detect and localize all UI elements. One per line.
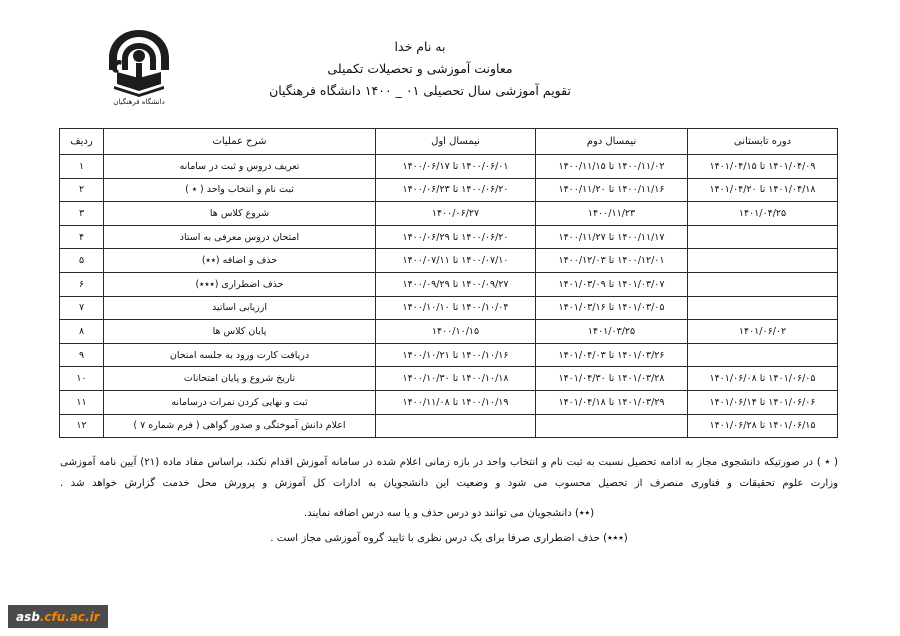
page-header	[0, 0, 900, 108]
cell-sem1: ۱۴۰۰/۱۰/۱۸ تا ۱۴۰۰/۱۰/۳۰	[376, 367, 536, 391]
cell-summer: ۱۴۰۱/۰۶/۱۵ تا ۱۴۰۱/۰۶/۲۸	[688, 414, 838, 438]
table-row	[60, 414, 838, 438]
table-row	[60, 296, 838, 320]
table-row	[60, 202, 838, 226]
column-header-summer: دوره تابستانی	[688, 129, 838, 155]
cell-row-number: ۴	[60, 225, 104, 249]
table-row	[60, 320, 838, 344]
cell-sem2: ۱۴۰۱/۰۳/۲۶ تا ۱۴۰۱/۰۴/۰۳	[536, 343, 688, 367]
table-row	[60, 249, 838, 273]
column-header-sem2: نیمسال دوم	[536, 129, 688, 155]
cell-description: حذف و اضافه (٭٭)	[104, 249, 376, 273]
cell-description: امتحان دروس معرفی به استاد	[104, 225, 376, 249]
department-line: معاونت آموزشی و تحصیلات تکمیلی	[327, 61, 513, 76]
table-row	[60, 272, 838, 296]
cell-sem1: ۱۴۰۰/۱۰/۱۶ تا ۱۴۰۰/۱۰/۲۱	[376, 343, 536, 367]
cell-sem1: ۱۴۰۰/۰۶/۲۰ تا ۱۴۰۰/۰۶/۲۳	[376, 178, 536, 202]
cell-description: پایان کلاس ها	[104, 320, 376, 344]
table-row	[60, 155, 838, 179]
cell-row-number: ۲	[60, 178, 104, 202]
cell-row-number: ۱۱	[60, 390, 104, 414]
calendar-table-container	[60, 128, 838, 438]
cell-summer: ۱۴۰۱/۰۶/۰۵ تا ۱۴۰۱/۰۶/۰۸	[688, 367, 838, 391]
cell-sem2: ۱۴۰۱/۰۳/۲۹ تا ۱۴۰۱/۰۴/۱۸	[536, 390, 688, 414]
table-row	[60, 225, 838, 249]
footnotes-section	[60, 452, 838, 551]
cell-sem1: ۱۴۰۰/۱۰/۰۴ تا ۱۴۰۰/۱۰/۱۰	[376, 296, 536, 320]
cell-sem2: ۱۴۰۱/۰۳/۲۸ تا ۱۴۰۱/۰۴/۳۰	[536, 367, 688, 391]
header-titles	[0, 36, 900, 102]
cell-row-number: ۷	[60, 296, 104, 320]
table-row	[60, 178, 838, 202]
cell-sem1: ۱۴۰۰/۰۶/۲۷	[376, 202, 536, 226]
cell-description: تعریف دروس و ثبت در سامانه	[104, 155, 376, 179]
cell-summer	[688, 343, 838, 367]
cell-sem1: ۱۴۰۰/۱۰/۱۹ تا ۱۴۰۰/۱۱/۰۸	[376, 390, 536, 414]
cell-sem2: ۱۴۰۰/۱۱/۱۶ تا ۱۴۰۰/۱۱/۲۰	[536, 178, 688, 202]
cell-description: تاریخ شروع و پایان امتحانات	[104, 367, 376, 391]
table-header-row	[60, 129, 838, 155]
cell-row-number: ۶	[60, 272, 104, 296]
table-head	[60, 129, 838, 155]
cell-sem1: ۱۴۰۰/۰۷/۱۰ تا ۱۴۰۰/۰۷/۱۱	[376, 249, 536, 273]
cell-row-number: ۳	[60, 202, 104, 226]
cell-description: شروع کلاس ها	[104, 202, 376, 226]
cell-summer: ۱۴۰۱/۰۴/۰۹ تا ۱۴۰۱/۰۴/۱۵	[688, 155, 838, 179]
cell-summer: ۱۴۰۱/۰۶/۰۲	[688, 320, 838, 344]
cell-sem2: ۱۴۰۱/۰۳/۲۵	[536, 320, 688, 344]
cell-summer	[688, 272, 838, 296]
cell-row-number: ۵	[60, 249, 104, 273]
cell-row-number: ۸	[60, 320, 104, 344]
cell-sem2: ۱۴۰۰/۱۱/۲۳	[536, 202, 688, 226]
cell-summer	[688, 296, 838, 320]
cell-sem2: ۱۴۰۱/۰۳/۰۵ تا ۱۴۰۱/۰۳/۱۶	[536, 296, 688, 320]
column-header-row: ردیف	[60, 129, 104, 155]
cell-sem1: ۱۴۰۰/۰۶/۲۰ تا ۱۴۰۰/۰۶/۲۹	[376, 225, 536, 249]
table-row	[60, 343, 838, 367]
cell-sem1: ۱۴۰۰/۱۰/۱۵	[376, 320, 536, 344]
cell-description: اعلام دانش آموختگی و صدور گواهی ( فرم شماره ۷ )	[104, 414, 376, 438]
cell-description: حذف اضطراری (٭٭٭)	[104, 272, 376, 296]
table-body	[60, 155, 838, 438]
footnote-two: (٭٭) دانشجویان می توانند دو درس حذف و یا سه درس اضافه نمایند.	[303, 508, 595, 519]
cell-sem1	[376, 414, 536, 438]
cell-summer: ۱۴۰۱/۰۴/۱۸ تا ۱۴۰۱/۰۴/۲۰	[688, 178, 838, 202]
column-header-sem1: نیمسال اول	[376, 129, 536, 155]
site-url-domain: .cfu.ac.ir	[39, 610, 100, 624]
document-title: تقویم آموزشی سال تحصیلی ۰۱ _ ۱۴۰۰ دانشگاه فرهنگیان	[269, 83, 571, 98]
cell-sem2: ۱۴۰۰/۱۱/۱۷ تا ۱۴۰۰/۱۱/۲۷	[536, 225, 688, 249]
logo-wordmark: دانشگاه فرهنگیان	[113, 98, 165, 106]
footnote-one: ( ٭ ) در صورتیکه دانشجوی مجاز به ادامه تحصیل نسبت به ثبت نام و انتخاب واحد در بازه زمانی اعلام شده در سامانه آموزش اقدام نکند، براساس مفاد ماده (۲۱) آیین نامه آموزشی وزارت علوم تحقیقات و فناوری منصرف از تحصیل محسوب می شود و وضعیت این دانشجویان به ادارات کل آموزش و پرورش محل خدمت گزارش خواهد شد .	[60, 457, 838, 489]
cell-row-number: ۹	[60, 343, 104, 367]
cell-sem1: ۱۴۰۰/۰۶/۰۱ تا ۱۴۰۰/۰۶/۱۷	[376, 155, 536, 179]
cell-description: دریافت کارت ورود به جلسه امتحان	[104, 343, 376, 367]
table-row	[60, 367, 838, 391]
bismillah-line: به نام خدا	[394, 39, 446, 54]
cell-row-number: ۱۰	[60, 367, 104, 391]
cell-row-number: ۱	[60, 155, 104, 179]
cell-sem1: ۱۴۰۰/۰۹/۲۷ تا ۱۴۰۰/۰۹/۲۹	[376, 272, 536, 296]
table-row	[60, 390, 838, 414]
cell-description: ارزیابی اساتید	[104, 296, 376, 320]
site-url-prefix: asb	[16, 610, 40, 624]
cell-row-number: ۱۲	[60, 414, 104, 438]
cell-description: ثبت و نهایی کردن نمرات درسامانه	[104, 390, 376, 414]
cell-summer: ۱۴۰۱/۰۶/۰۶ تا ۱۴۰۱/۰۶/۱۴	[688, 390, 838, 414]
cell-description: ثبت نام و انتخاب واحد ( ٭ )	[104, 178, 376, 202]
academic-calendar-table	[59, 128, 838, 438]
cell-sem2: ۱۴۰۱/۰۳/۰۷ تا ۱۴۰۱/۰۳/۰۹	[536, 272, 688, 296]
column-header-desc: شرح عملیات	[104, 129, 376, 155]
cell-sem2: ۱۴۰۰/۱۲/۰۱ تا ۱۴۰۰/۱۲/۰۳	[536, 249, 688, 273]
cell-sem2: ۱۴۰۰/۱۱/۰۲ تا ۱۴۰۰/۱۱/۱۵	[536, 155, 688, 179]
cell-sem2	[536, 414, 688, 438]
footnote-three: (٭٭٭) حذف اضطراری صرفا برای یک درس نظری با تایید گروه آموزشی مجاز است .	[270, 533, 628, 544]
cell-summer	[688, 249, 838, 273]
cell-summer: ۱۴۰۱/۰۴/۲۵	[688, 202, 838, 226]
site-url-badge[interactable]	[8, 605, 108, 628]
cell-summer	[688, 225, 838, 249]
